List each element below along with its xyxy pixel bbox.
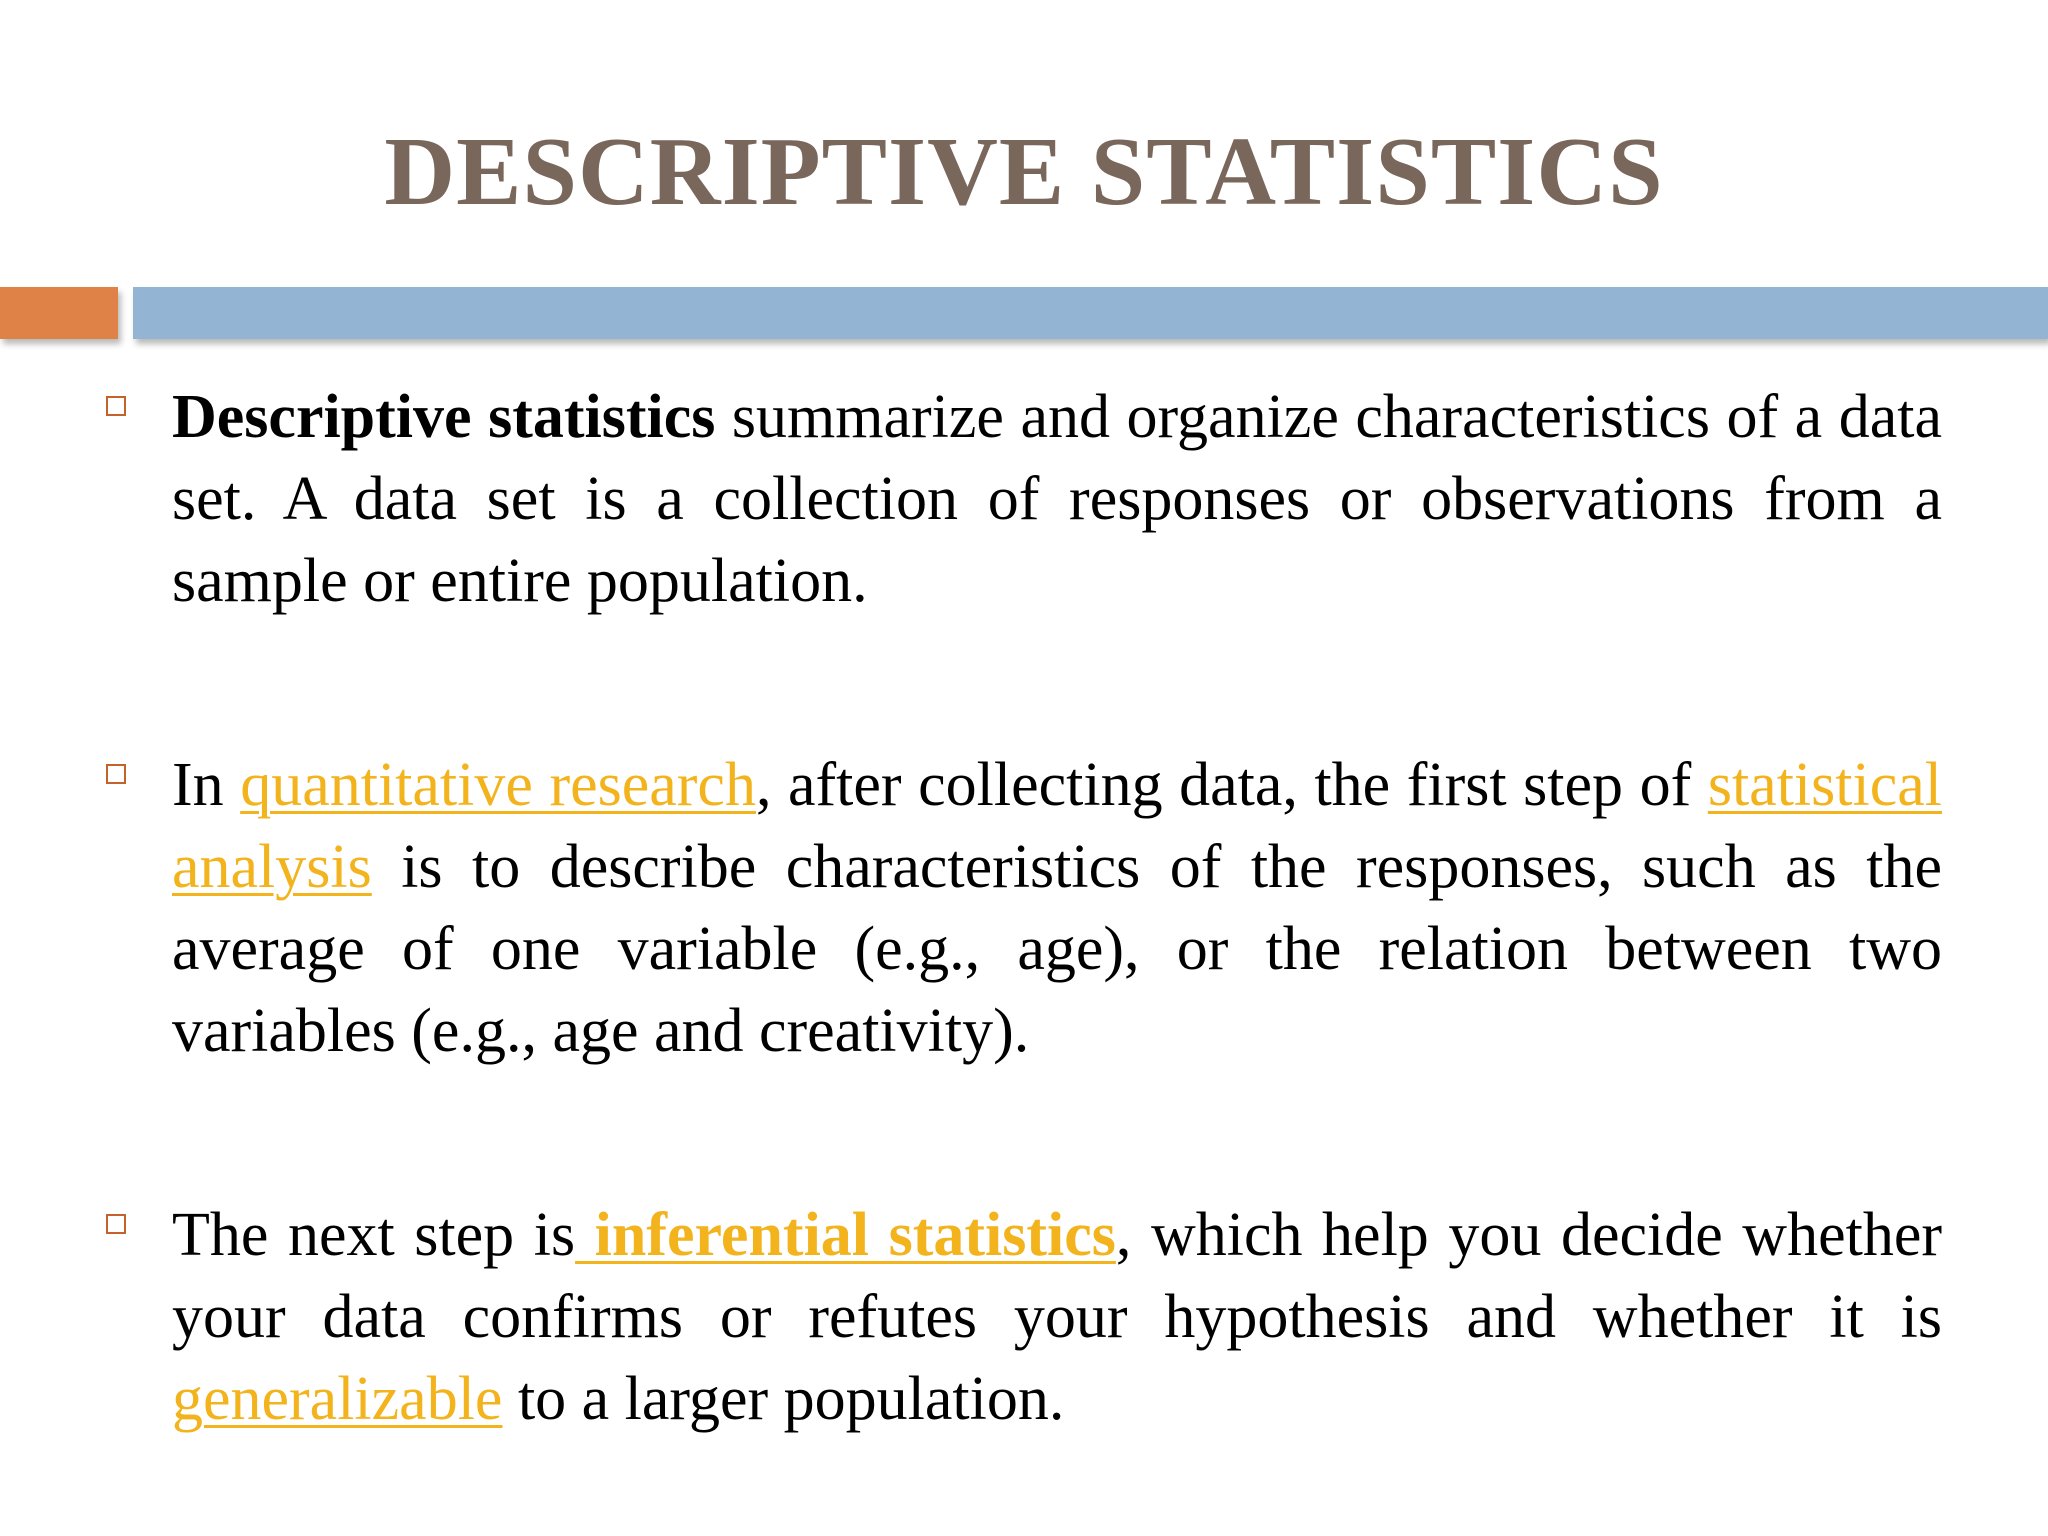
slide-title: DESCRIPTIVE STATISTICS [384,118,1664,226]
bullet-text-suffix: is to describe characteristics of the responses, such as the average of one variable (e.g., age), or the relation between two variables (e.g., age and creativity). [172,833,1942,1065]
bullet-text-prefix: The next step is [172,1201,576,1269]
bullet-item-inferential-statistics [172,1194,1942,1440]
quantitative-research-link[interactable]: quantitative research [240,751,756,819]
bullet-text-middle: , after collecting data, the first step of [755,751,1708,819]
bullet-item-quantitative-research [172,744,1942,1072]
bullet-text-middle: , which help you decide whether your data confirms or refutes your hypothesis and whether it is [172,1201,1942,1351]
square-bullet-icon [106,1214,126,1234]
generalizable-link[interactable]: generalizable [172,1365,503,1433]
bullet-text: summarize and organize characteristics of a data set. A data set is a collection of responses or observations from a sample or entire population. [172,383,1942,615]
defined-term: Descriptive statistics [172,383,716,451]
inferential-statistics-link[interactable]: inferential statistics [575,1201,1116,1269]
square-bullet-icon [106,764,126,784]
statistical-analysis-link[interactable]: statistical analysis [172,751,1942,901]
bullet-text-prefix: In [172,751,241,819]
bullet-item-descriptive-statistics [172,376,1942,622]
square-bullet-icon [106,396,126,416]
bullet-text-suffix: to a larger population. [502,1365,1065,1433]
